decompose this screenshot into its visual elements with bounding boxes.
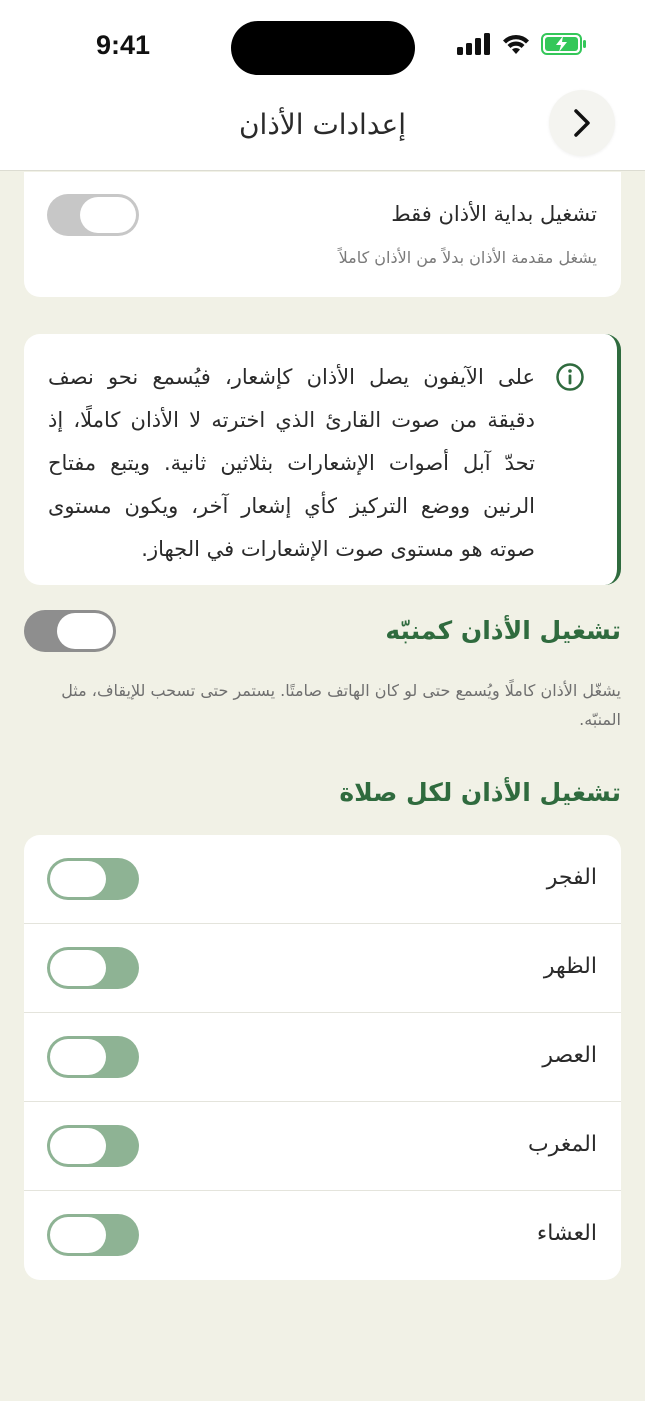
toggle-knob — [57, 613, 113, 649]
chevron-right-icon — [571, 107, 593, 139]
signal-icon — [457, 33, 491, 55]
toggle-knob — [50, 1128, 106, 1164]
toggle-knob — [80, 197, 136, 233]
prayer-row-isha — [24, 1191, 621, 1280]
alarm-description: يشغّل الأذان كاملًا ويُسمع حتى لو كان الهاتف صامتًا. يستمر حتى تسحب للإيقاف، مثل المنبّه. — [61, 681, 621, 729]
info-circle-icon — [555, 362, 585, 392]
toggle-knob — [50, 861, 106, 897]
start-only-subtitle: يشغل مقدمة الأذان بدلاً من الأذان كاملاً — [338, 248, 597, 267]
prayer-row-fajr — [24, 835, 621, 924]
toggle-knob — [50, 950, 106, 986]
page-title: إعدادات الأذان — [238, 108, 407, 141]
maghrib-toggle[interactable] — [47, 1125, 139, 1167]
alarm-toggle[interactable] — [24, 610, 116, 652]
prayer-list — [24, 835, 621, 1280]
asr-toggle[interactable] — [47, 1036, 139, 1078]
battery-charging-icon — [541, 33, 587, 55]
status-time: 9:41 — [96, 30, 151, 60]
back-button[interactable] — [549, 90, 615, 156]
start-only-toggle[interactable] — [47, 194, 139, 236]
alarm-title: تشغيل الأذان كمنبّه — [385, 616, 621, 645]
prayer-label: الظهر — [543, 954, 597, 979]
dynamic-island — [231, 21, 415, 75]
info-card — [24, 334, 621, 585]
fajr-toggle[interactable] — [47, 858, 139, 900]
dhuhr-toggle[interactable] — [47, 947, 139, 989]
wifi-icon — [501, 33, 531, 55]
prayer-label: العصر — [542, 1043, 597, 1068]
per-prayer-title: تشغيل الأذان لكل صلاة — [339, 778, 621, 807]
isha-toggle[interactable] — [47, 1214, 139, 1256]
status-bar — [0, 0, 645, 96]
prayer-label: المغرب — [528, 1132, 597, 1157]
toggle-knob — [50, 1039, 106, 1075]
navigation-bar — [0, 96, 645, 171]
toggle-knob — [50, 1217, 106, 1253]
prayer-row-maghrib — [24, 1102, 621, 1191]
prayer-row-asr — [24, 1013, 621, 1102]
prayer-label: العشاء — [536, 1221, 597, 1246]
prayer-row-dhuhr — [24, 924, 621, 1013]
status-icons — [457, 33, 587, 55]
info-text: على الآيفون يصل الأذان كإشعار، فيُسمع نحو نصف دقيقة من صوت القارئ الذي اخترته لا الأذان كاملًا، إذ تحدّ آبل أصوات الإشعارات بثلاثين ثانية. ويتبع مفتاح الرنين ووضع التركيز كأي إشعار آخر، ويكون مستوى صوته هو مستوى صوت الإشعارات في الجهاز. — [48, 365, 535, 561]
start-only-title: تشغيل بداية الأذان فقط — [391, 202, 597, 226]
prayer-label: الفجر — [546, 865, 597, 890]
start-only-card — [24, 172, 621, 297]
